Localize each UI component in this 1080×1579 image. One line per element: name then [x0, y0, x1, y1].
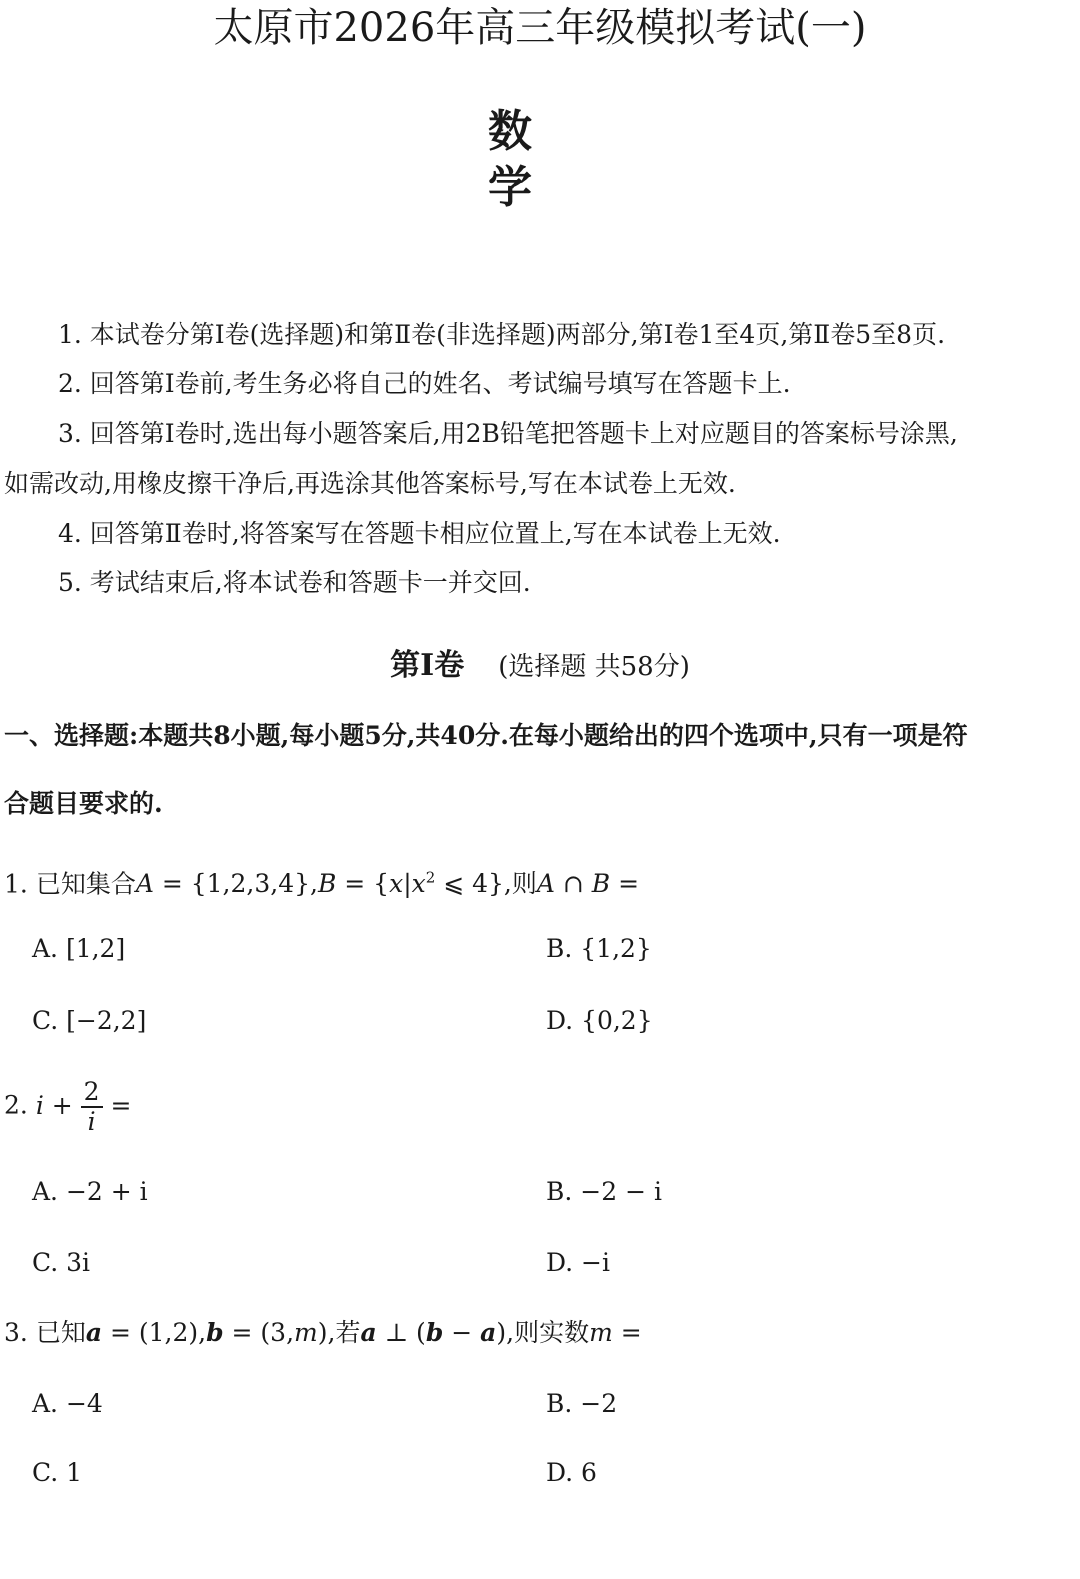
section-name: 第Ⅰ卷 [390, 648, 465, 683]
note-4: 4. 回答第Ⅱ卷时,将答案写在答题卡相应位置上,写在本试卷上无效. [58, 519, 781, 548]
part-heading-line2: 合题目要求的. [4, 789, 163, 818]
q1-option-a: A. [1,2] [32, 934, 126, 963]
note-2: 2. 回答第Ⅰ卷前,考生务必将自己的姓名、考试编号填写在答题卡上. [58, 369, 791, 398]
note-3: 3. 回答第Ⅰ卷时,选出每小题答案后,用2B铅笔把答题卡上对应题目的答案标号涂黑, [58, 419, 958, 448]
q2-option-c: C. 3i [32, 1248, 91, 1277]
question-stem-math: $A = \{1,2,3,4\},B = \{x|x^2$ ⩽ 4},则A ∩ B = [135, 869, 640, 899]
fraction-denominator: i [87, 1107, 96, 1136]
question-stem-prefix: 已知集合 [35, 869, 136, 899]
q2-option-d: D. −i [546, 1248, 610, 1277]
q3-option-c: C. 1 [32, 1458, 83, 1487]
question-stem-suffix: ,则实数 [506, 1318, 590, 1347]
question-stem-var: m = [589, 1318, 642, 1347]
subject-title-clip [440, 100, 640, 213]
question-1 [4, 860, 639, 902]
part-heading-line1: 一、选择题:本题共8小题,每小题5分,共40分.在每小题给出的四个选项中,只有一项是符 [4, 721, 968, 750]
fraction [81, 1078, 103, 1136]
q1-option-b: B. {1,2} [546, 934, 652, 963]
question-stem-math: i + $\frac{2}{i}$ = [35, 1077, 132, 1136]
q3-option-a: A. −4 [32, 1389, 103, 1418]
question-number: 3. [4, 1318, 28, 1347]
question-number: 2. [4, 1090, 28, 1120]
q3-option-d: D. 6 [546, 1458, 597, 1487]
note-3-cont: 如需改动,用橡皮擦干净后,再选涂其他答案标号,写在本试卷上无效. [4, 469, 736, 498]
question-3 [4, 1315, 642, 1351]
q3-option-b: B. −2 [546, 1389, 618, 1418]
q2-option-b: B. −2 − i [546, 1177, 662, 1206]
section-subtitle: (选择题 共58分) [498, 652, 690, 682]
section-title [0, 644, 1080, 689]
subject-title: 数 学 [488, 106, 592, 213]
fraction-numerator: 2 [81, 1078, 103, 1108]
exam-title: 太原市2026年高三年级模拟考试(一) [213, 5, 867, 51]
q2-option-a: A. −2 + i [32, 1177, 148, 1206]
note-1: 1. 本试卷分第Ⅰ卷(选择题)和第Ⅱ卷(非选择题)两部分,第Ⅰ卷1至4页,第Ⅱ卷5至8页. [58, 320, 946, 349]
q1-option-c: C. [−2,2] [32, 1006, 147, 1035]
question-stem-math: a = (1,2),b = (3,m),若a ⊥ (b − a) [85, 1318, 507, 1347]
question-number: 1. [4, 869, 28, 899]
note-5: 5. 考试结束后,将本试卷和答题卡一并交回. [58, 568, 531, 597]
question-stem-prefix: 已知 [35, 1318, 86, 1347]
question-2 [4, 1078, 131, 1136]
q1-option-d: D. {0,2} [546, 1006, 653, 1035]
